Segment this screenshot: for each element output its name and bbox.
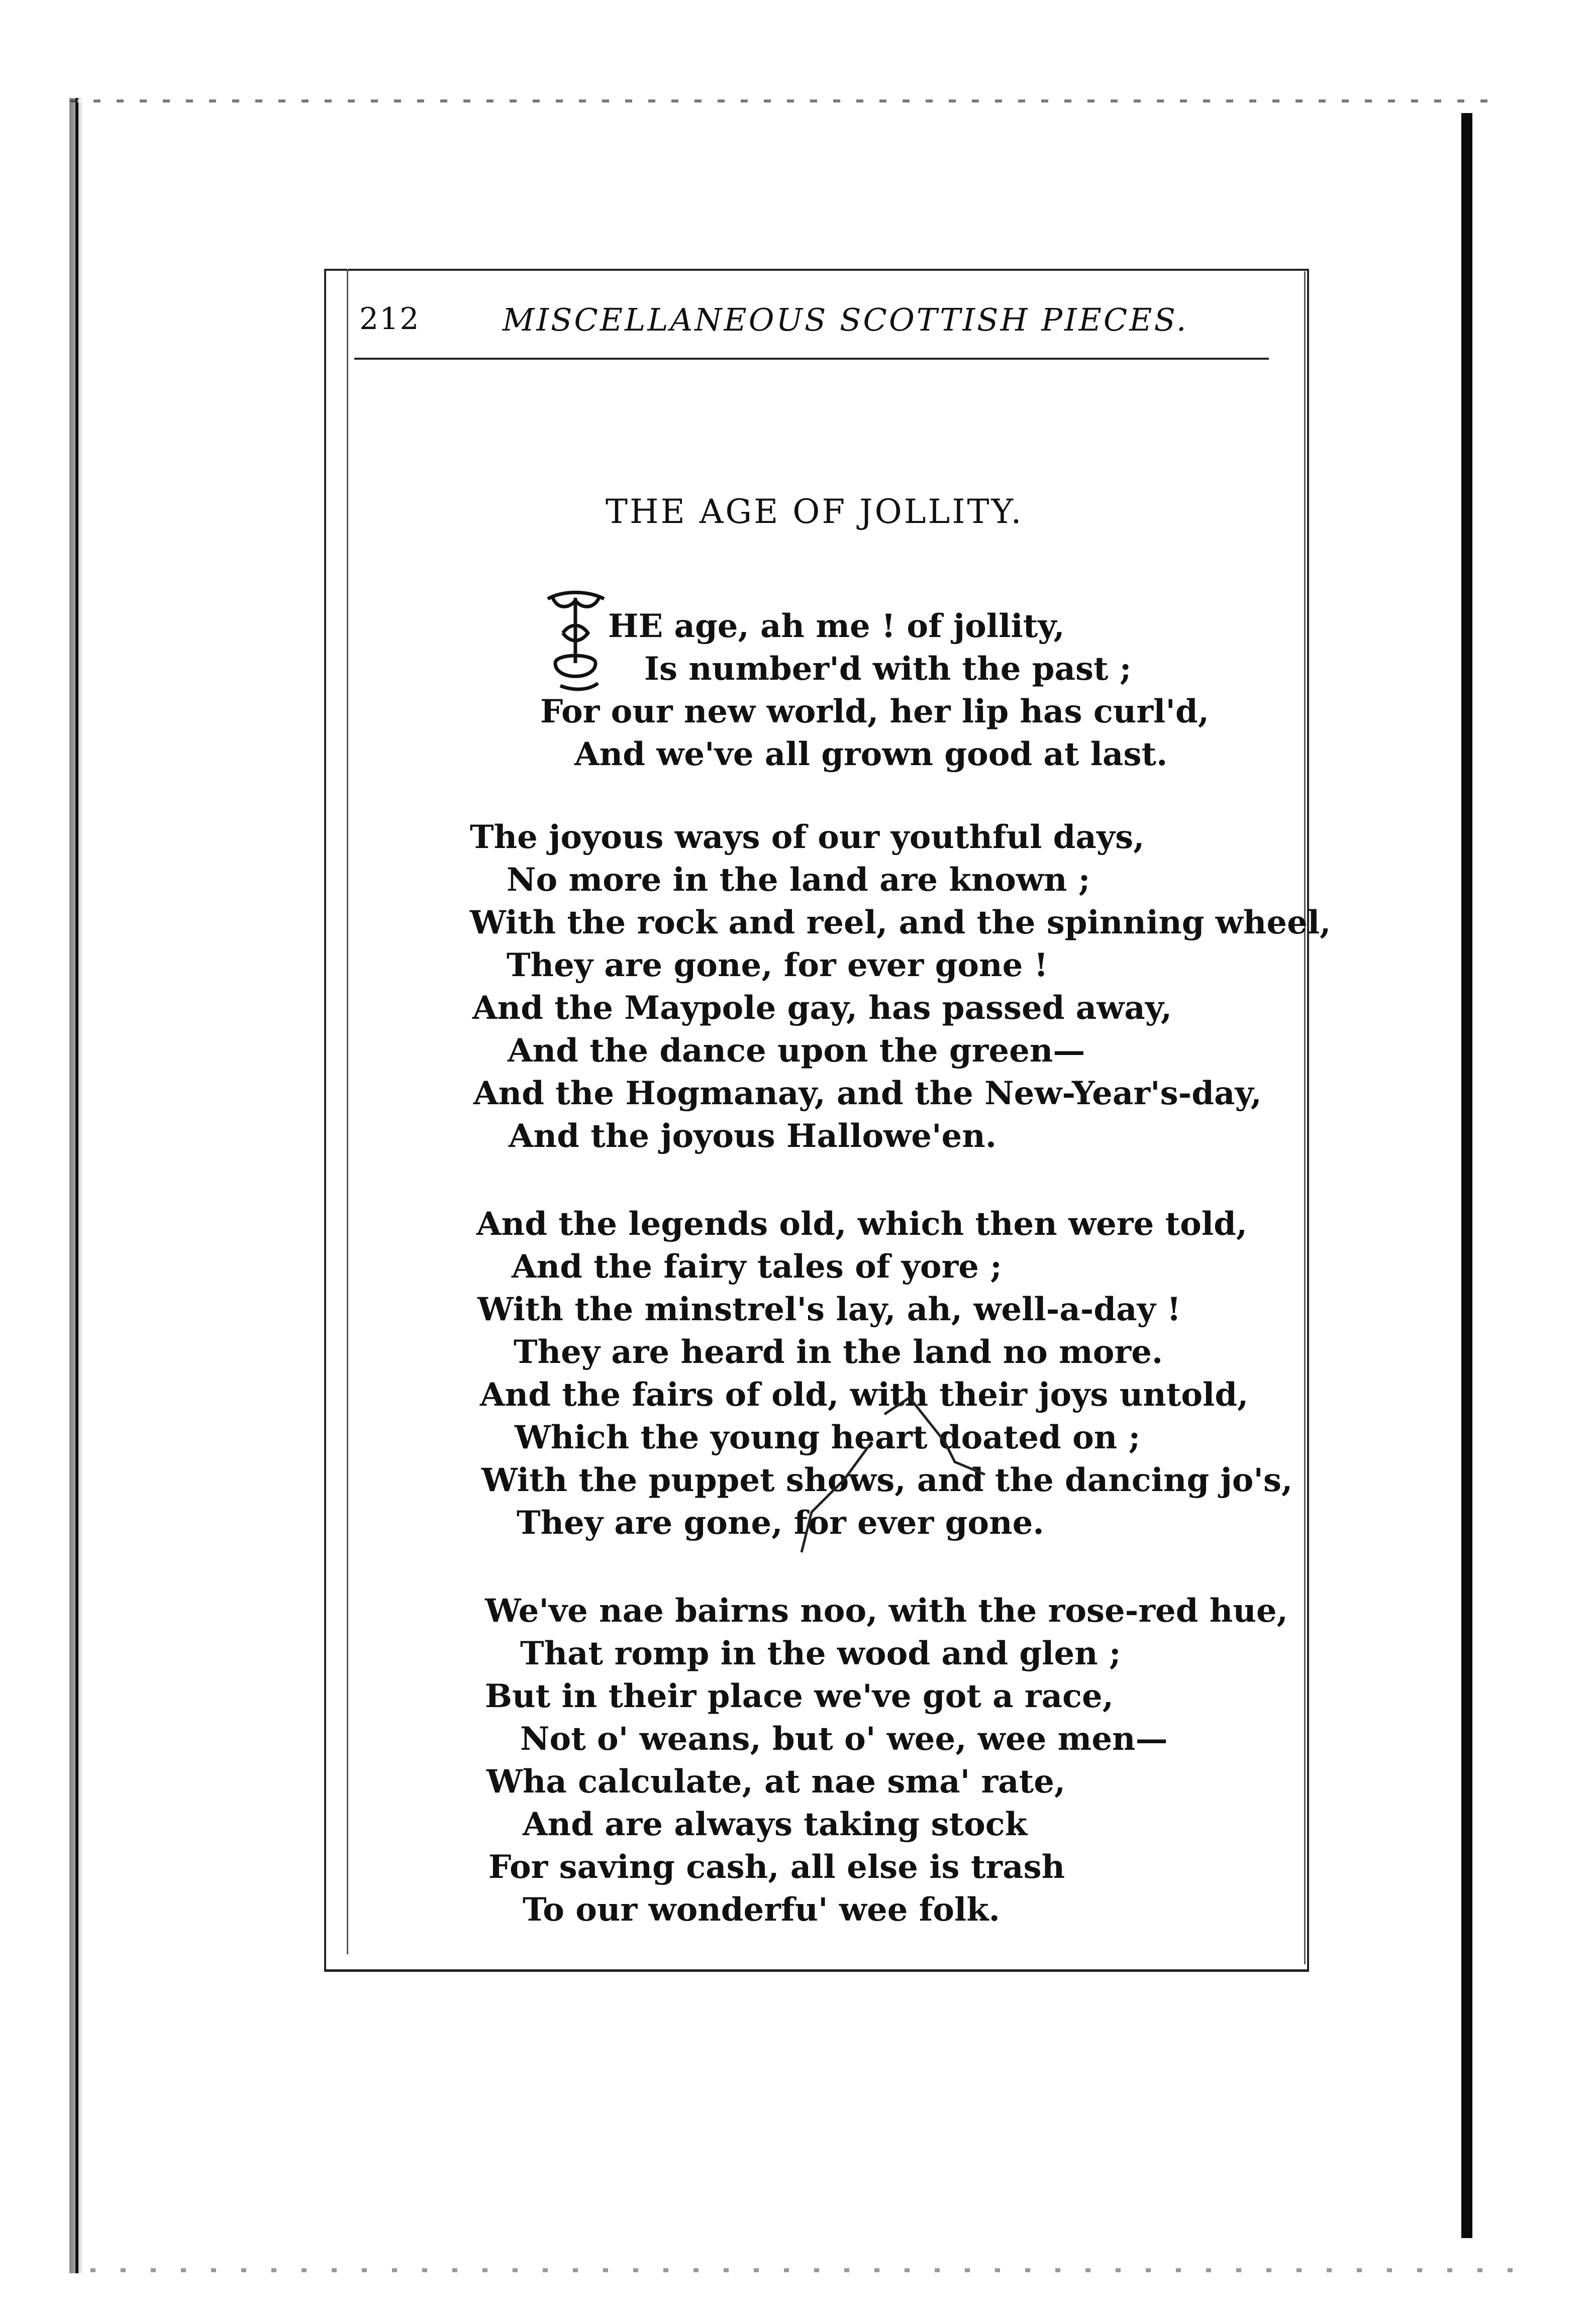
poem-line: And we've all grown good at last. <box>574 735 1168 773</box>
poem-line: They are gone, for ever gone ! <box>507 946 1048 984</box>
page-number: 212 <box>359 301 420 337</box>
poem-line: And the legends old, which then were told, <box>476 1205 1248 1243</box>
poem-line: Is number'd with the past ; <box>644 650 1132 688</box>
poem-line: And the Maypole gay, has passed away, <box>472 989 1172 1027</box>
poem-line: They are gone, for ever gone. <box>517 1504 1044 1542</box>
poem-line: And the fairy tales of yore ; <box>512 1248 1002 1286</box>
poem-line: With the rock and reel, and the spinning wheel, <box>470 904 1331 941</box>
poem-line: And the joyous Hallowe'en. <box>509 1117 997 1155</box>
poem-line: To our wonderfu' wee folk. <box>523 1891 1000 1929</box>
poem-line: But in their place we've got a race, <box>485 1677 1114 1715</box>
poem-line: And the fairs of old, with their joys untold, <box>480 1376 1249 1414</box>
poem-line: No more in the land are known ; <box>507 861 1090 899</box>
poem-title: THE AGE OF JOLLITY. <box>606 492 1024 531</box>
poem-line: Not o' weans, but o' wee, wee men— <box>520 1720 1168 1758</box>
poem-line: For our new world, her lip has curl'd, <box>540 693 1209 730</box>
poem-line: They are heard in the land no more. <box>514 1333 1163 1371</box>
poem-line: That romp in the wood and glen ; <box>520 1635 1121 1672</box>
poem-line: The joyous ways of our youthful days, <box>470 818 1145 856</box>
poem-line: HE age, ah me ! of jollity, <box>608 607 1065 645</box>
poem-line: Which the young heart doated on ; <box>515 1419 1141 1456</box>
poem-line: With the minstrel's lay, ah, well-a-day ! <box>477 1291 1181 1328</box>
running-head: MISCELLANEOUS SCOTTISH PIECES. <box>503 301 1188 338</box>
poem-line: And are always taking stock <box>523 1806 1028 1843</box>
poem-line: We've nae bairns noo, with the rose-red hue, <box>485 1592 1288 1630</box>
poem-line: And the dance upon the green— <box>508 1032 1085 1070</box>
poem-line: Wha calculate, at nae sma' rate, <box>486 1763 1066 1801</box>
poem-line: With the puppet shows, and the dancing jo's, <box>481 1461 1293 1499</box>
poem-line: And the Hogmanay, and the New-Year's-day, <box>473 1075 1262 1112</box>
poem-line: For saving cash, all else is trash <box>488 1848 1065 1886</box>
